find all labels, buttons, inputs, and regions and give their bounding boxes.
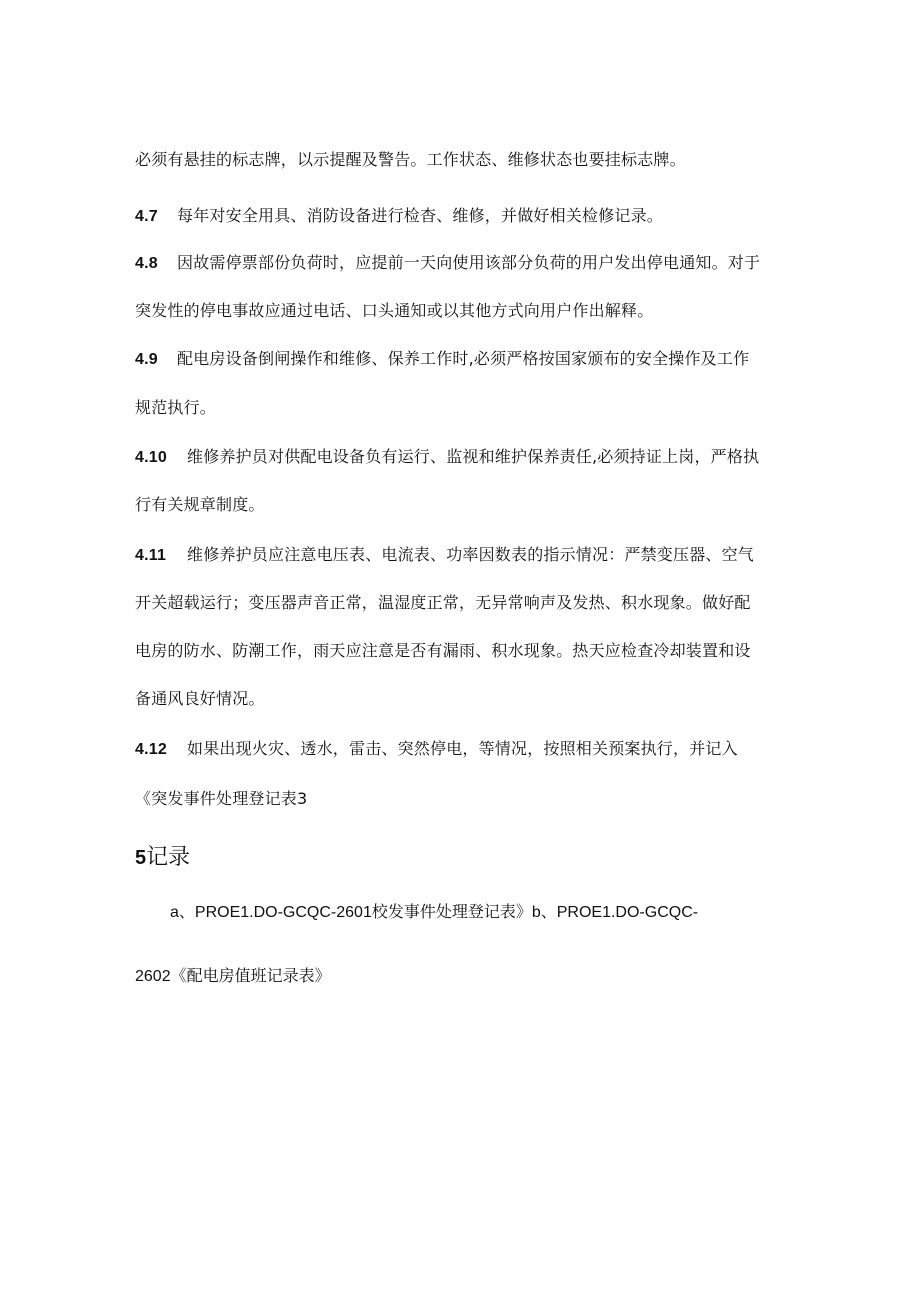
- clause-text: 备通风良好情况。: [135, 689, 265, 708]
- clause-4-9: [135, 348, 749, 371]
- clause-4-7: [135, 205, 663, 228]
- clause-text: 电房的防水、防潮工作，雨天应注意是否有漏雨、积水现象。热天应检查冷却装置和设: [135, 641, 751, 660]
- clause-text: 如果出现火灾、透水，雷击、突然停电，等情况，按照相关预案执行，并记入: [187, 739, 738, 758]
- clause-text: 行有关规章制度。: [135, 495, 265, 514]
- records-line-1: [170, 902, 698, 924]
- section-5-heading: [135, 843, 190, 873]
- clause-number: 4.12: [135, 741, 167, 758]
- section-number: 5: [135, 847, 147, 869]
- clause-4-10: [135, 446, 759, 469]
- clause-number: 4.8: [135, 255, 158, 272]
- clause-text: 每年对安全用具、消防设备进行检杳、维修，并做好相关检修记录。: [177, 206, 664, 225]
- records-text: a、PROE1.DO-GCQC-2601校发事件处理登记表》b、PROE1.DO-GCQC-: [170, 904, 699, 921]
- clause-4-12: [135, 738, 738, 761]
- records-text: 2602《配电房值班记录表》: [135, 968, 331, 985]
- clause-text: 因故需停票部份负荷时，应提前一天向使用该部分负荷的用户发出停电通知。对于: [177, 253, 761, 272]
- intro-paragraph: [135, 149, 686, 171]
- clause-number: 4.9: [135, 351, 158, 368]
- clause-number: 4.10: [135, 449, 167, 466]
- section-title: 记录: [146, 845, 191, 870]
- clause-number: 4.7: [135, 208, 158, 225]
- clause-4-11-continuation: [135, 640, 751, 662]
- clause-text: 维修养护员应注意电压表、电流表、功率因数表的指示情况：严禁变压器、空气: [187, 545, 755, 564]
- clause-4-12-continuation: [135, 788, 307, 810]
- clause-4-9-continuation: [135, 397, 216, 419]
- clause-4-8-continuation: [135, 300, 653, 322]
- records-line-2: [135, 966, 331, 988]
- clause-text: 《突发事件处理登记表3: [135, 789, 308, 808]
- clause-text: 突发性的停电事故应通过电话、口头通知或以其他方式向用户作出解释。: [135, 301, 654, 320]
- intro-text: 必须有悬挂的标志牌，以示提醒及警告。工作状态、维修状态也要挂标志牌。: [135, 150, 686, 169]
- clause-text: 开关超载运行；变压器声音正常，温湿度正常，无异常响声及发热、积水现象。做好配: [135, 593, 751, 612]
- clause-4-11: [135, 544, 754, 567]
- clause-4-10-continuation: [135, 494, 265, 516]
- clause-text: 维修养护员对供配电设备负有运行、监视和维护保养责任,必须持证上岗，严格执: [187, 447, 760, 466]
- clause-text: 配电房设备倒闸操作和维修、保养工作时,必须严格按国家颁布的安全操作及工作: [177, 349, 750, 368]
- clause-number: 4.11: [135, 547, 167, 564]
- clause-4-11-continuation: [135, 688, 265, 710]
- clause-4-11-continuation: [135, 592, 751, 614]
- clause-text: 规范执行。: [135, 398, 217, 417]
- clause-4-8: [135, 252, 760, 275]
